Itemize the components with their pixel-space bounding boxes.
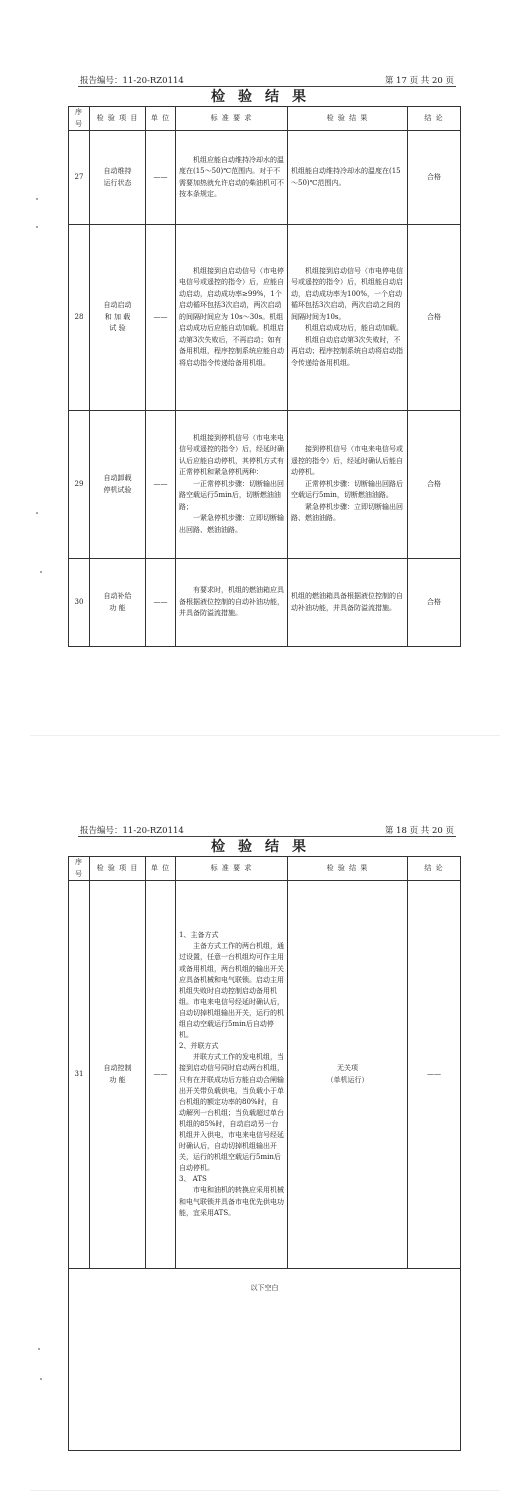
requirement-paragraph: 主备方式工作的两台机组，通过设置，任意一台机组均可作主用或备用机组，两台机组的输出开关应具备机械和电气联锁。启动主用机组失败时自动控制启动备用机组。市电来电信号经延时确认后，自动切掉机组输出开关，运行的机组自动空载运行5min后自动停机。 xyxy=(179,942,284,1040)
result-text xyxy=(288,225,408,411)
requirement-text: 有要求时，机组的燃油箱应具备根据液位控制的自动补油功能，并具备防溢流措施。 xyxy=(176,559,288,647)
conclusion-cell: 合格 xyxy=(408,131,461,225)
unit-cell: —— xyxy=(146,131,176,225)
scan-speck xyxy=(36,226,38,228)
table-header-row xyxy=(69,107,461,131)
requirement-text xyxy=(176,411,288,559)
blank-note: 以下空白 xyxy=(69,1269,461,1451)
requirement-paragraph: 机组接到停机信号（市电来电信号或遥控的指令）后，经延时确认后应能自动停机，其停机方式有正常停机和紧急停机两种： xyxy=(179,433,284,477)
result-text: 机组的燃油箱具备根据液位控制的自动补油功能，并具备防溢流措施。 xyxy=(288,559,408,647)
test-item: 自动控制 功 能 xyxy=(90,881,146,1269)
row-number: 29 xyxy=(69,411,90,559)
table-row xyxy=(69,881,461,1269)
result-text: 无关项 （单机运行） xyxy=(288,881,408,1269)
header-unit: 单 位 xyxy=(146,107,176,131)
requirement-text xyxy=(176,881,288,1269)
test-item: 自动维持 运行状态 xyxy=(90,131,146,225)
table-header-row xyxy=(69,857,461,881)
unit-cell: —— xyxy=(146,411,176,559)
page-title: 检验结果 xyxy=(211,89,319,105)
header-requirement: 标 准 要 求 xyxy=(176,107,288,131)
table-row xyxy=(69,411,461,559)
unit-cell: —— xyxy=(146,225,176,411)
conclusion-cell: 合格 xyxy=(408,559,461,647)
result-text: 机组能自动维持冷却水的温度在(15～50)℃范围内。 xyxy=(288,131,408,225)
page-separator xyxy=(30,1490,500,1491)
header-requirement: 标 准 要 求 xyxy=(176,857,288,881)
requirement-paragraph: 一紧急停机步骤：立即切断输出回路、燃油油路。 xyxy=(179,514,284,534)
test-item: 自动启动 和 加 载 试 验 xyxy=(90,225,146,411)
mode-heading: 1、主备方式 xyxy=(179,931,219,940)
test-item: 自动补给 功 能 xyxy=(90,559,146,647)
conclusion-cell: —— xyxy=(408,881,461,1269)
scan-speck xyxy=(40,1378,42,1380)
header-no: 序号 xyxy=(69,857,90,881)
report-number: 报告编号：11-20-RZ0114 xyxy=(80,826,184,836)
table-row xyxy=(69,225,461,411)
unit-cell: —— xyxy=(146,881,176,1269)
requirement-paragraph: 并联方式工作的发电机组，当接到启动信号同时启动两台机组，只有在并联成功后方能自动合闸输出开关带负载供电，当负载小于单台机组的额定功率的80%时，自动解列一台机组；当负载超过单台机组的85%时，自动启动另一台机组并入供电，市电来电信号经延时确认后，自动切掉机组输出开关，运行的机组空载运行5min后自动停机。 xyxy=(179,1053,284,1173)
conclusion-cell: 合格 xyxy=(408,225,461,411)
row-number: 30 xyxy=(69,559,90,647)
mode-heading: 3、 ATS xyxy=(179,1175,207,1184)
header-item: 检 验 项 目 xyxy=(90,857,146,881)
table-row xyxy=(69,559,461,647)
test-item: 自动卸载 停机试验 xyxy=(90,411,146,559)
mode-heading: 2、并联方式 xyxy=(179,1042,219,1051)
report-page-18 xyxy=(0,750,530,1500)
result-paragraph: 机组启动成功后，能自动加载。 xyxy=(305,324,403,333)
header-result: 检 验 结 果 xyxy=(288,107,408,131)
header-item: 检 验 项 目 xyxy=(90,107,146,131)
header-unit: 单 位 xyxy=(146,857,176,881)
header-result: 检 验 结 果 xyxy=(288,857,408,881)
inspection-table xyxy=(68,106,461,647)
scan-speck xyxy=(38,1348,40,1350)
requirement-paragraph: 市电和油机的转换应采用机械和电气联锁并具备市电优先供电功能，宜采用ATS。 xyxy=(179,1186,284,1217)
scan-speck xyxy=(40,571,42,573)
conclusion-cell: 合格 xyxy=(408,411,461,559)
header-no: 序号 xyxy=(69,107,90,131)
table-row xyxy=(69,131,461,225)
result-paragraph: 正常停机步骤：切断输出回路后空载运行5min，切断燃油油路。 xyxy=(291,479,403,500)
requirement-text: 机组接到自启动信号（市电停电信号或遥控的指令）后，应能自动启动，启动成功率≥99%，1个启动循环包括3次启动，两次启动的间隔时间应为 10s～30s。机组启动成功后应能自动加载。机组启动第3次失败后，不再启动；如有备用机组，程序控制系统应能自动将启动指令传递给备用机组。 xyxy=(176,225,288,411)
requirement-paragraph: 一正常停机步骤：切断输出回路空载运行5min后，切断燃油油路； xyxy=(179,479,284,511)
result-paragraph: 机组自动启动第3次失败时，不再启动；程序控制系统自动将启动指令传递给备用机组。 xyxy=(291,335,403,367)
report-page-17 xyxy=(0,0,530,730)
scan-speck xyxy=(36,512,38,514)
unit-cell: —— xyxy=(146,559,176,647)
header-conclusion: 结 论 xyxy=(408,857,461,881)
page-number: 第 18 页 共 20 页 xyxy=(384,826,454,836)
result-text xyxy=(288,411,408,559)
result-paragraph: 接到停机信号（市电来电信号或遥控的指令）后，经延时确认后能自动停机。 xyxy=(291,445,403,477)
result-paragraph: 紧急停机步骤：立即切断输出回路、燃油油路。 xyxy=(291,502,403,523)
page-separator xyxy=(30,735,500,736)
row-number: 31 xyxy=(69,881,90,1269)
row-number: 27 xyxy=(69,131,90,225)
page-number: 第 17 页 共 20 页 xyxy=(384,76,454,86)
scan-speck xyxy=(36,198,38,200)
result-paragraph: 机组接到启动信号（市电停电信号或遥控的指令）后，机组能自动启动，启动成功率为100%，一个启动循环包括3次启动，两次启动之间的间隔时间为10s。 xyxy=(291,266,403,321)
row-number: 28 xyxy=(69,225,90,411)
requirement-text: 机组应能自动维持冷却水的温度在(15～50)℃范围内。对于不需要加热就允许启动的柴油机可不按本条规定。 xyxy=(176,131,288,225)
header-conclusion: 结 论 xyxy=(408,107,461,131)
inspection-table xyxy=(68,856,461,1451)
page-title: 检验结果 xyxy=(211,839,319,855)
report-number: 报告编号：11-20-RZ0114 xyxy=(80,76,184,86)
blank-row xyxy=(69,1269,461,1451)
